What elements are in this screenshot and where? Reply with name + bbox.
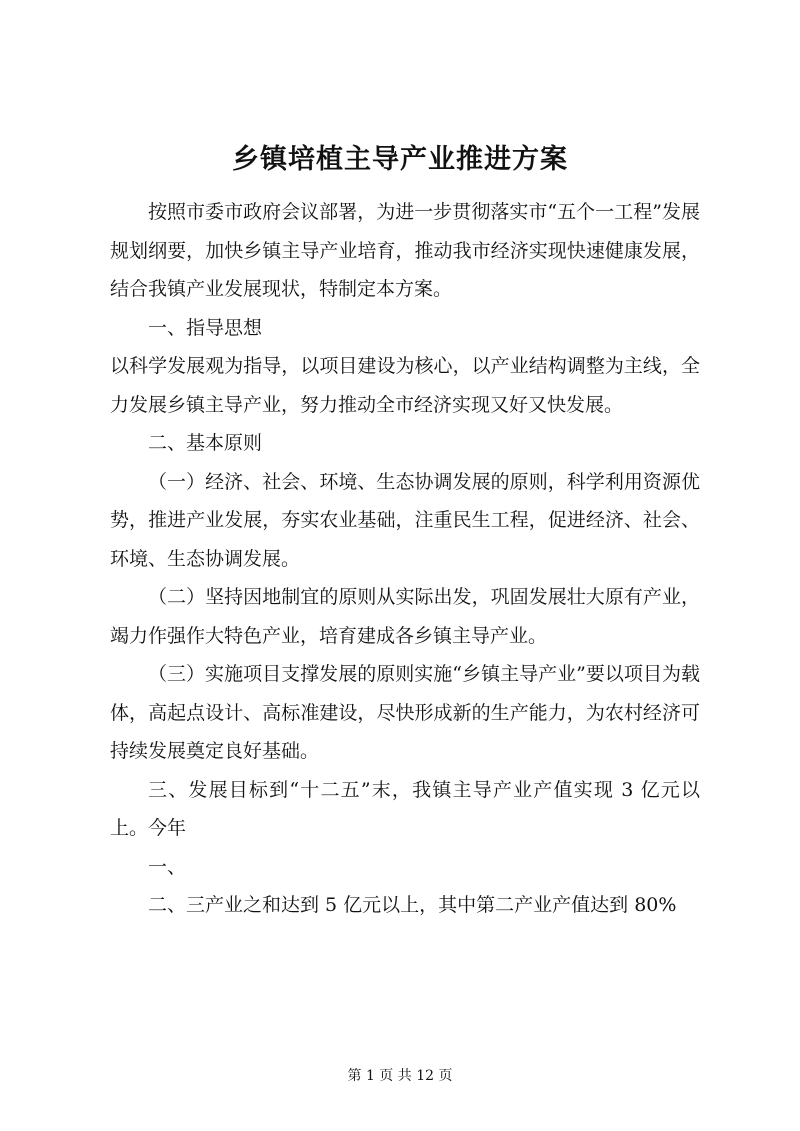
paragraph-guiding-ideology: 以科学发展观为指导，以项目建设为核心，以产业结构调整为主线，全力发展乡镇主导产业，努力推动全市经济实现又好又快发展。	[110, 355, 700, 416]
document-title: 乡镇培植主导产业推进方案	[232, 144, 568, 175]
paragraph-item-two: 二、三产业之和达到 5 亿元以上，其中第二产业产值达到 80%	[148, 894, 677, 916]
heading-guiding-ideology: 一、指导思想	[148, 316, 263, 339]
document-body	[110, 193, 700, 925]
paragraph-intro: 按照市委市政府会议部署，为进一步贯彻落实市“五个一工程”发展规划纲要，加快乡镇主导产业培育，推动我市经济实现快速健康发展，结合我镇产业发展现状，特制定本方案。	[110, 201, 700, 300]
paragraph-principle-3: （三）实施项目支撑发展的原则实施“乡镇主导产业”要以项目为载体，高起点设计、高标准建设，尽快形成新的生产能力，为农村经济可持续发展奠定良好基础。	[110, 663, 700, 762]
page-footer: 第 1 页 共 12 页	[347, 1068, 453, 1084]
paragraph-item-one: 一、	[148, 855, 187, 878]
paragraph-development-goals: 三、发展目标到“十二五”末，我镇主导产业产值实现 3 亿元以上。今年	[110, 778, 700, 839]
paragraph-principle-2: （二）坚持因地制宜的原则从实际出发，巩固发展壮大原有产业，竭力作强作大特色产业，培育建成各乡镇主导产业。	[110, 586, 700, 647]
heading-basic-principles: 二、基本原则	[148, 432, 263, 454]
paragraph-principle-1: （一）经济、社会、环境、生态协调发展的原则，科学利用资源优势，推进产业发展，夯实农业基础，注重民生工程，促进经济、社会、环境、生态协调发展。	[110, 470, 700, 570]
